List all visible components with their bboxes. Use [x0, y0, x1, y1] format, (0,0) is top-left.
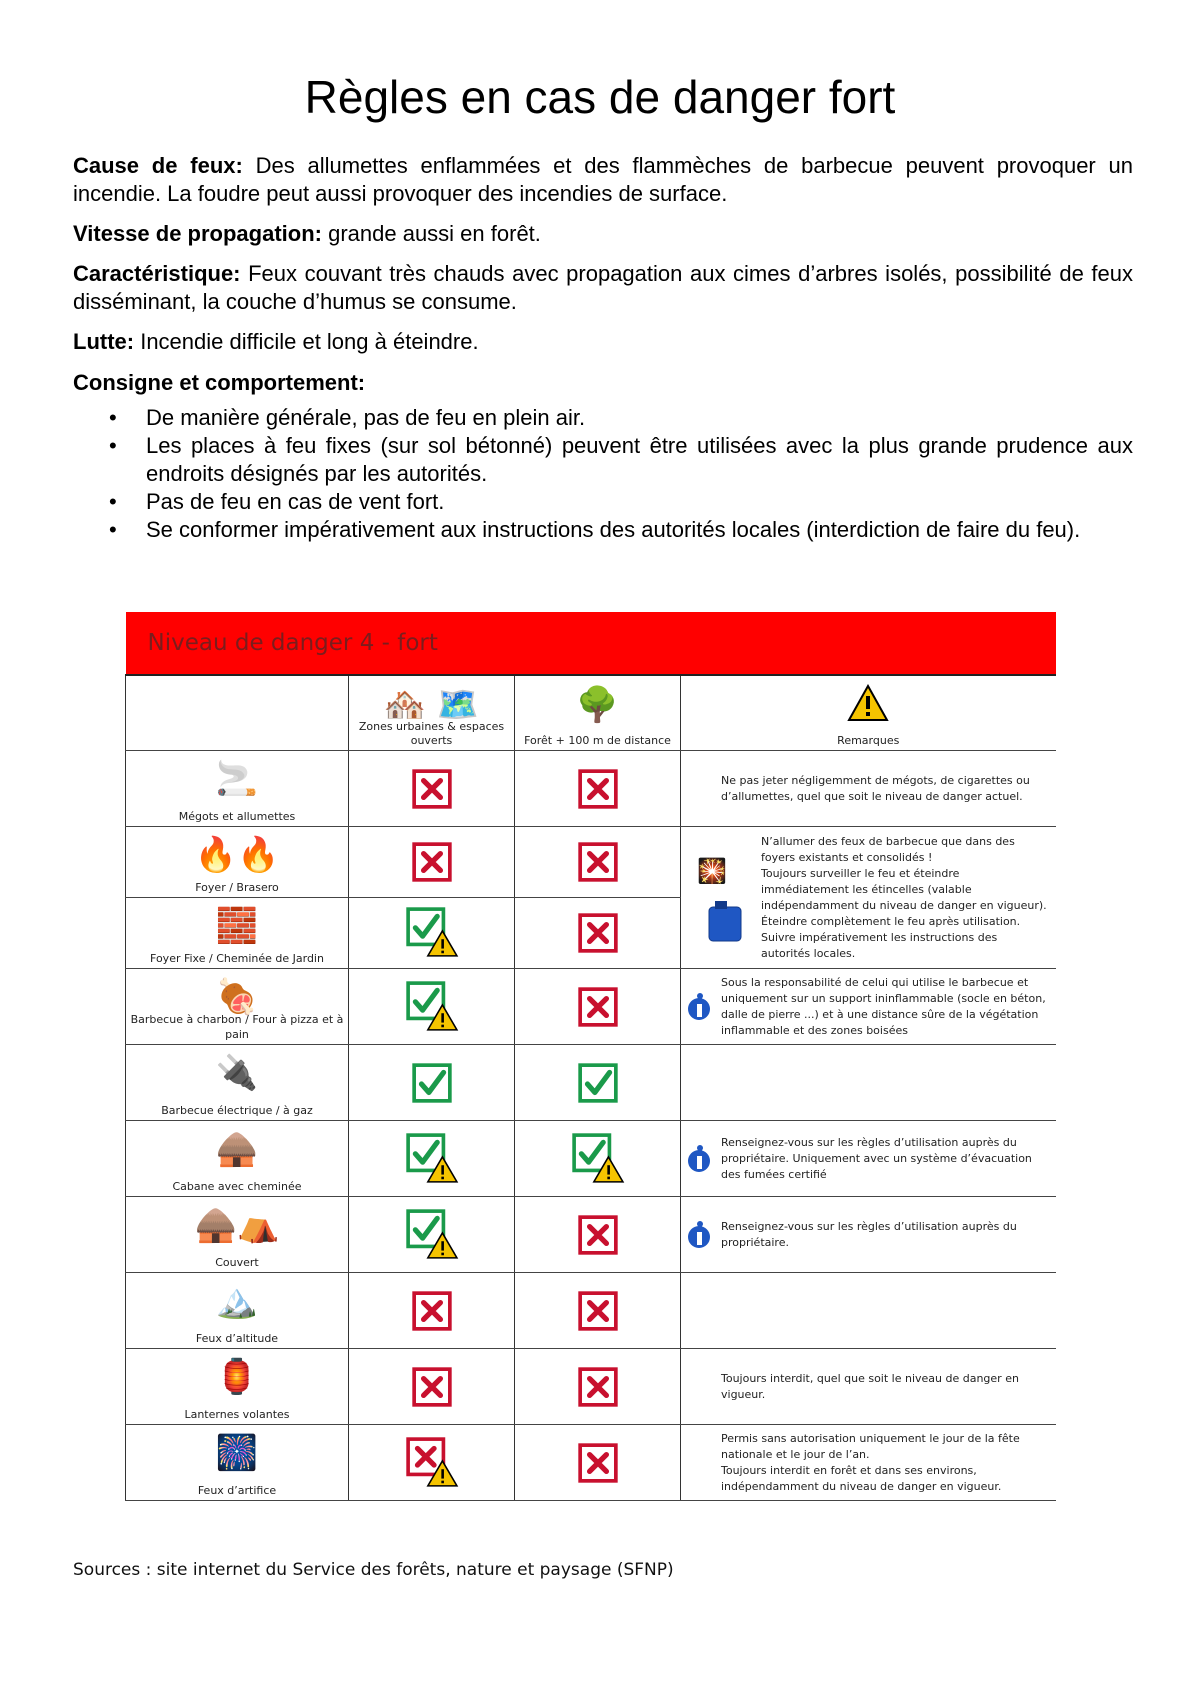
header-urban [349, 675, 515, 751]
forbidden-icon [411, 1366, 453, 1408]
remark-text: Ne pas jeter négligemment de mégots, de cigarettes ou d’allumettes, quel que soit le niveau de danger actuel. [721, 773, 1030, 803]
forest-status-cell [515, 1197, 681, 1273]
remark-text: Toujours interdit, quel que soit le niveau de danger en vigueur. [721, 1371, 1019, 1401]
remark-cell [681, 969, 1056, 1045]
forest-status-cell [515, 969, 681, 1045]
table-row [126, 1425, 1056, 1501]
remark-cell [681, 1121, 1056, 1197]
danger-level-table [125, 612, 1056, 1501]
sources-note: Sources : site internet du Service des forêts, nature et paysage (SFNP) [73, 1560, 674, 1580]
danger-banner [126, 612, 1056, 675]
mountain-fire-icon: 🏔️ [215, 1281, 259, 1321]
speed-paragraph [73, 220, 1133, 248]
shelter-icon: 🛖⛺ [194, 1205, 280, 1245]
remark-cell [681, 751, 1056, 827]
forest-icon: 🌳 [576, 685, 619, 725]
fight-label: Lutte: [73, 329, 135, 354]
remark-cell [681, 1349, 1056, 1425]
sky-lantern-icon: 🏮 [215, 1357, 259, 1397]
header-remarks [681, 675, 1056, 751]
caution-forbidden-icon [405, 1436, 459, 1490]
table-row [126, 1349, 1056, 1425]
forbidden-icon [577, 912, 619, 954]
caution-icon [405, 906, 459, 960]
characteristic-text: Feux couvant très chauds avec propagation aux cimes d’arbres isolés, possibilité de feux disséminant, la couche d’humus se consume. [73, 261, 1133, 314]
info-icon [687, 1144, 711, 1174]
sparks-icon: 🎇 [697, 857, 727, 885]
instructions-list [73, 404, 1133, 544]
speed-text: grande aussi en forêt. [321, 221, 541, 246]
urban-status-cell [349, 1045, 515, 1121]
activity-label: Barbecue à charbon / Four à pizza et à pain [130, 1013, 344, 1041]
cause-paragraph [73, 152, 1133, 208]
allowed-icon [577, 1062, 619, 1104]
fireworks-icon: 🎆 [215, 1433, 259, 1473]
table-row [126, 751, 1056, 827]
forbidden-icon [577, 1290, 619, 1332]
activity-label: Couvert [215, 1256, 259, 1269]
remark-text: Permis sans autorisation uniquement le jour de la fête nationale et le jour de l’an. Toujours interdit en forêt et dans ses environs, indépendamment du niveau de danger en vigueur. [721, 1431, 1020, 1493]
forest-status-cell [515, 898, 681, 969]
urban-status-cell [349, 751, 515, 827]
electric-gas-grill-icon: 🔌 [215, 1053, 259, 1093]
urban-status-cell [349, 1349, 515, 1425]
urban-status-cell [349, 1197, 515, 1273]
forest-status-cell [515, 1045, 681, 1121]
caution-icon [571, 1132, 625, 1186]
fight-text: Incendie difficile et long à éteindre. [134, 329, 479, 354]
cigarette-icon: 🚬 [215, 759, 259, 799]
header-empty-cell [126, 675, 349, 751]
urban-status-cell [349, 969, 515, 1045]
forbidden-icon [577, 1442, 619, 1484]
list-item: • De manière générale, pas de feu en plein air. [73, 404, 1133, 432]
header-remarks-label: Remarques [837, 734, 900, 747]
remark-text: N’allumer des feux de barbecue que dans des foyers existants et consolidés ! Toujours surveiller le feu et éteindre immédiatement les étincelles (valable indépendamment du niveau de danger en vigueur). Éteindre complètement le feu après utilisation. Suivre impérativement les instructions des autorités locales. [761, 834, 1047, 960]
table-row [126, 1121, 1056, 1197]
speed-label: Vitesse de propagation: [73, 221, 322, 246]
remark-text: Renseignez-vous sur les règles d’utilisation auprès du propriétaire. [721, 1219, 1017, 1249]
instructions-label: Consigne et comportement: [73, 370, 366, 395]
activity-cell [126, 1045, 349, 1121]
allowed-icon [411, 1062, 453, 1104]
table-header-row [126, 675, 1056, 751]
forest-status-cell [515, 1121, 681, 1197]
activity-label: Feux d’artifice [197, 1484, 277, 1497]
activity-cell [126, 1425, 349, 1501]
characteristic-paragraph [73, 260, 1133, 316]
remark-cell [681, 827, 1056, 969]
activity-label: Lanternes volantes [184, 1408, 290, 1421]
info-icon [687, 1220, 711, 1250]
activity-label: Mégots et allumettes [178, 810, 296, 823]
table-row [126, 1197, 1056, 1273]
header-forest-label: Forêt + 100 m de distance [524, 734, 671, 747]
activity-label: Barbecue électrique / à gaz [161, 1104, 313, 1117]
table-body [126, 751, 1056, 1501]
urban-status-cell [349, 1121, 515, 1197]
urban-status-cell [349, 898, 515, 969]
fight-paragraph [73, 328, 1133, 356]
forbidden-icon [411, 841, 453, 883]
village-map-icon: 🏘️ 🗺️ [383, 685, 480, 725]
table-row [126, 969, 1056, 1045]
forbidden-icon [577, 841, 619, 883]
list-item: • Les places à feu fixes (sur sol bétonné) peuvent être utilisées avec la plus grande prudence aux endroits désignés par les autorités. [73, 432, 1133, 488]
forest-status-cell [515, 751, 681, 827]
warning-icon [681, 684, 1056, 732]
header-urban-label: Zones urbaines & espaces ouverts [358, 720, 505, 747]
forest-status-cell [515, 1349, 681, 1425]
list-item: • Se conformer impérativement aux instructions des autorités locales (interdiction de faire du feu). [73, 516, 1133, 544]
table-row [126, 1273, 1056, 1349]
activity-cell [126, 1121, 349, 1197]
header-forest [515, 675, 681, 751]
list-item: • Pas de feu en cas de vent fort. [73, 488, 1133, 516]
activity-cell [126, 1273, 349, 1349]
info-icon [687, 992, 711, 1022]
fixed-fireplace-icon: 🧱 [215, 906, 259, 946]
cabin-chimney-icon: 🛖 [215, 1129, 259, 1169]
caution-icon [405, 1208, 459, 1262]
caution-icon [405, 1132, 459, 1186]
remark-cell [681, 1273, 1056, 1349]
forest-status-cell [515, 827, 681, 898]
table-row [126, 1045, 1056, 1121]
page-title: Règles en cas de danger fort [304, 71, 896, 123]
water-can-icon [707, 899, 743, 947]
instructions-heading [73, 369, 1133, 397]
remark-cell [681, 1045, 1056, 1121]
charcoal-grill-icon: 🍖 [215, 977, 259, 1017]
remark-text: Renseignez-vous sur les règles d’utilisation auprès du propriétaire. Uniquement avec un système d’évacuation des fumées certifié [721, 1135, 1032, 1181]
activity-cell [126, 1197, 349, 1273]
caution-icon [405, 980, 459, 1034]
activity-cell [126, 827, 349, 898]
forbidden-icon [577, 1214, 619, 1256]
activity-label: Cabane avec cheminée [172, 1180, 302, 1193]
forbidden-icon [411, 768, 453, 810]
remark-cell [681, 1197, 1056, 1273]
remark-cell [681, 1425, 1056, 1501]
activity-label: Foyer Fixe / Cheminée de Jardin [150, 952, 324, 965]
cause-label: Cause de feux: [73, 153, 243, 178]
remark-text [681, 1307, 1056, 1315]
activity-cell [126, 751, 349, 827]
remark-text [681, 1079, 1056, 1087]
activity-cell [126, 1349, 349, 1425]
cause-text: Des allumettes enflammées et des flammèches de barbecue peuvent provoquer un incendie. La foudre peut aussi provoquer des incendies de surface. [73, 153, 1134, 206]
characteristic-label: Caractéristique: [73, 261, 241, 286]
campfire-icon: 🔥🔥 [194, 835, 280, 875]
activity-cell [126, 898, 349, 969]
forest-status-cell [515, 1425, 681, 1501]
banner-title: Niveau de danger 4 - fort [147, 630, 438, 656]
urban-status-cell [349, 1425, 515, 1501]
urban-status-cell [349, 1273, 515, 1349]
forbidden-icon [577, 1366, 619, 1408]
urban-status-cell [349, 827, 515, 898]
forbidden-icon [411, 1290, 453, 1332]
forbidden-icon [577, 768, 619, 810]
activity-cell [126, 969, 349, 1045]
activity-label: Foyer / Brasero [195, 881, 279, 894]
activity-label: Feux d’altitude [195, 1332, 279, 1345]
forest-status-cell [515, 1273, 681, 1349]
forbidden-icon [577, 986, 619, 1028]
remark-text: Sous la responsabilité de celui qui utilise le barbecue et uniquement sur un support ininflammable (socle en béton, dalle de pierre ...) et à une distance sûre de la végétation inflammable et des zones boisées [721, 975, 1046, 1037]
table-row [126, 827, 1056, 898]
